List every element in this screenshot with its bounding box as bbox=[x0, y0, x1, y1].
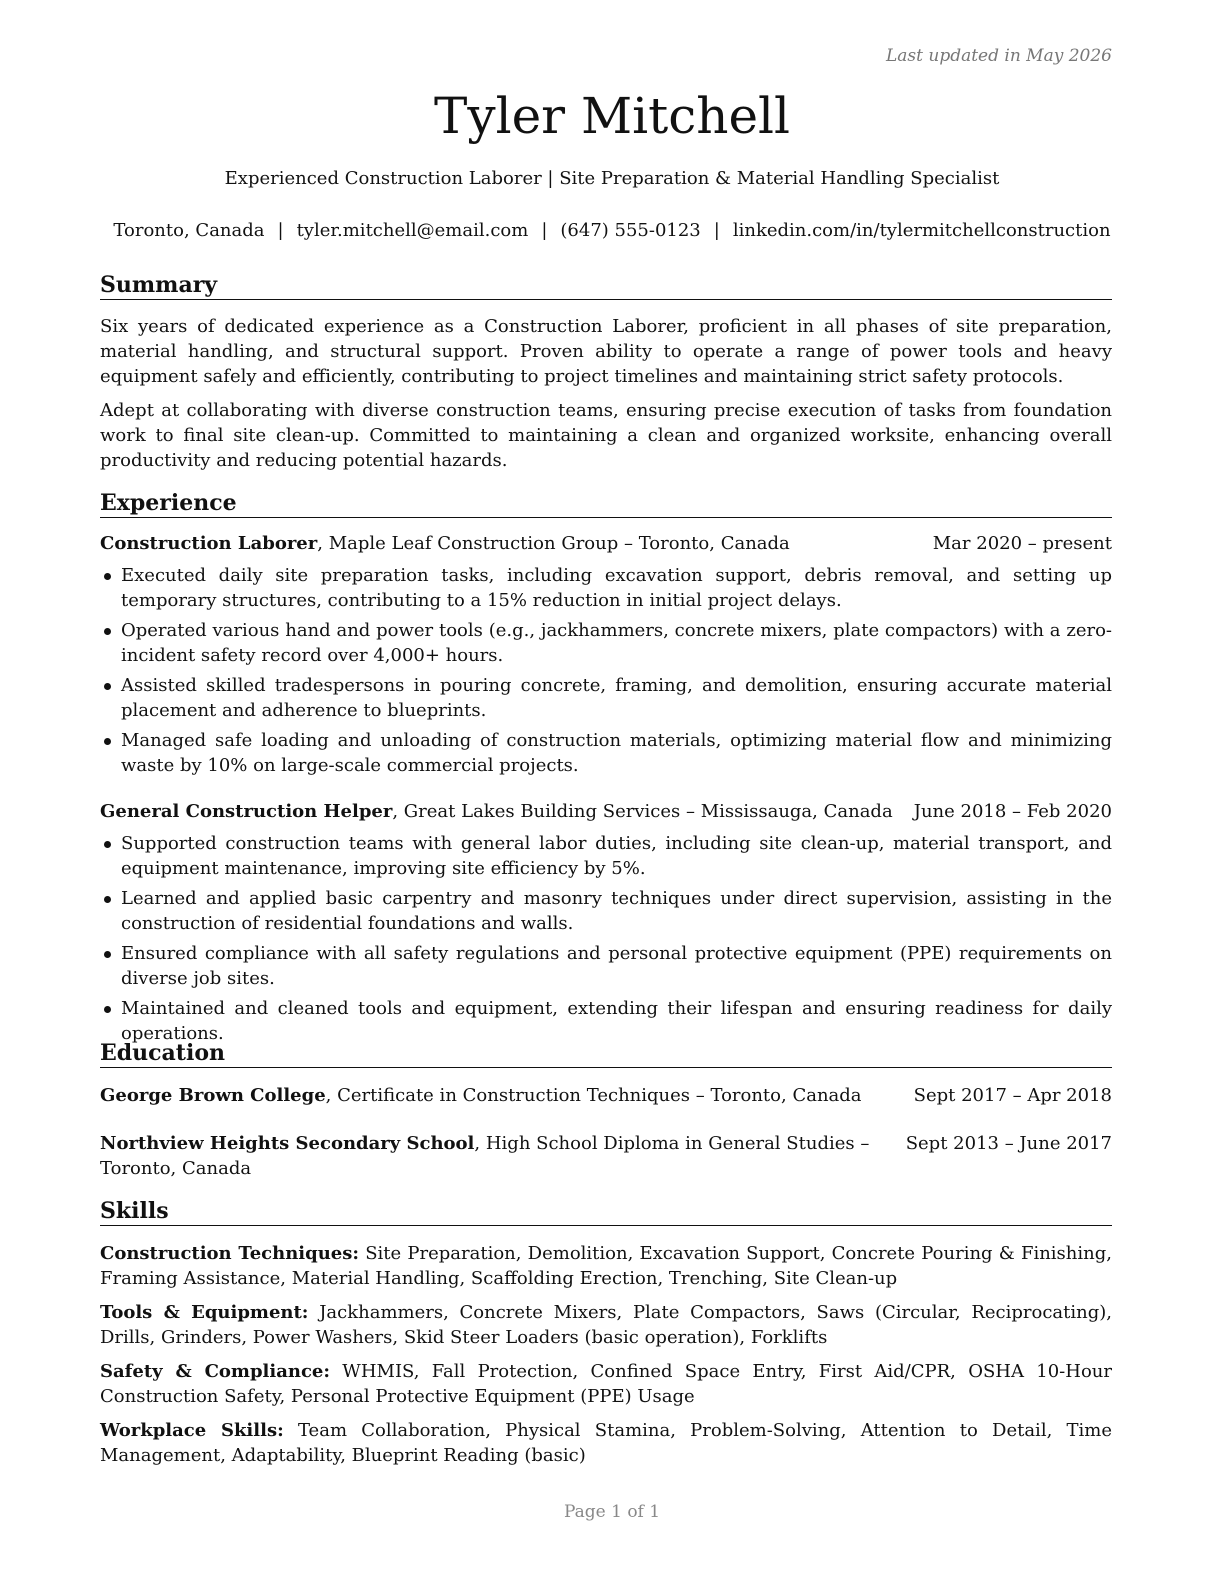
job-title: Construction Laborer bbox=[100, 533, 318, 554]
skill-text: WHMIS, Fall Protection, Confined Space Entry, First Aid/CPR, OSHA 10-Hour Construction Safety, Personal Protective Equipment (PPE) Usage bbox=[100, 1361, 1112, 1407]
bullet-item: Assisted skilled tradespersons in pouring concrete, framing, and demolition, ensuring accurate material placement and adherence to blueprints. bbox=[100, 673, 1112, 723]
job-bullets bbox=[100, 563, 1112, 783]
job-header bbox=[100, 533, 1112, 554]
section-title-summary: Summary bbox=[100, 272, 1112, 300]
bullet-item: Managed safe loading and unloading of construction materials, optimizing material flow and minimizing waste by 10% on large-scale commercial projects. bbox=[100, 728, 1112, 778]
skill-text: Jackhammers, Concrete Mixers, Plate Compactors, Saws (Circular, Reciprocating), Drills, Grinders, Power Washers, Skid Steer Loaders (basic operation), Forklifts bbox=[100, 1302, 1112, 1348]
job-dates: June 2018 – Feb 2020 bbox=[913, 801, 1112, 822]
bullet-item: Maintained and cleaned tools and equipment, extending their lifespan and ensuring readiness for daily operations. bbox=[100, 996, 1112, 1046]
bullet-item: Learned and applied basic carpentry and masonry techniques under direct supervision, assisting in the construction of residential foundations and walls. bbox=[100, 886, 1112, 936]
skill-group bbox=[100, 1359, 1112, 1409]
section-title-skills: Skills bbox=[100, 1198, 1112, 1226]
job-title: General Construction Helper bbox=[100, 801, 393, 822]
education-dates: Sept 2017 – Apr 2018 bbox=[913, 1085, 1112, 1106]
job-org: , Great Lakes Building Services – Mississauga, Canada bbox=[392, 801, 893, 822]
skill-label: Safety & Compliance: bbox=[100, 1361, 331, 1382]
education-heading bbox=[100, 1083, 890, 1108]
email-link[interactable]: tyler.mitchell@email.com bbox=[296, 220, 529, 241]
summary-paragraph: Adept at collaborating with diverse construction teams, ensuring precise execution of tasks from foundation work to final site clean-up. Committed to maintaining a clean and organized worksite, enhancing overall productivity and reducing potential hazards. bbox=[100, 400, 1112, 471]
last-updated: Last updated in May 2026 bbox=[885, 46, 1112, 66]
education-entry bbox=[100, 1131, 1112, 1181]
skill-group bbox=[100, 1300, 1112, 1350]
job-heading bbox=[100, 533, 790, 554]
job-dates: Mar 2020 – present bbox=[932, 533, 1112, 554]
skill-group bbox=[100, 1418, 1112, 1468]
skill-label: Workplace Skills: bbox=[100, 1420, 284, 1441]
skill-text: Team Collaboration, Physical Stamina, Problem-Solving, Attention to Detail, Time Management, Adaptability, Blueprint Reading (basic) bbox=[100, 1420, 1112, 1466]
separator: | bbox=[713, 220, 720, 241]
skill-group bbox=[100, 1241, 1112, 1291]
summary-paragraph: Six years of dedicated experience as a Construction Laborer, proficient in all phases of site preparation, material handling, and structural support. Proven ability to operate a range of power tools and heavy equipment safely and efficiently, contributing to project timelines and maintaining strict safety protocols. bbox=[100, 316, 1112, 387]
education-entry bbox=[100, 1083, 1112, 1108]
education-dates: Sept 2013 – June 2017 bbox=[905, 1133, 1112, 1154]
bullet-item: Supported construction teams with general labor duties, including site clean-up, material transport, and equipment maintenance, improving site efficiency by 5%. bbox=[100, 831, 1112, 881]
tagline: Experienced Construction Laborer | Site Preparation & Material Handling Specialist bbox=[224, 168, 1000, 189]
school-name: George Brown College bbox=[100, 1085, 326, 1106]
contact-line bbox=[0, 220, 1224, 241]
linkedin-link[interactable]: linkedin.com/in/tylermitchellconstruction bbox=[732, 220, 1111, 241]
education-detail: , Certificate in Construction Techniques – Toronto, Canada bbox=[325, 1085, 862, 1106]
location: Toronto, Canada bbox=[113, 220, 265, 241]
section-title-experience: Experience bbox=[100, 490, 1112, 518]
job-heading bbox=[100, 801, 893, 822]
job-bullets bbox=[100, 831, 1112, 1051]
section-title-education: Education bbox=[100, 1040, 1112, 1068]
job-org: , Maple Leaf Construction Group – Toronto, Canada bbox=[317, 533, 790, 554]
skill-label: Construction Techniques: bbox=[100, 1243, 360, 1264]
education-detail: , High School Diploma in General Studies – Toronto, Canada bbox=[100, 1133, 870, 1179]
bullet-item: Ensured compliance with all safety regulations and personal protective equipment (PPE) requirements on diverse job sites. bbox=[100, 941, 1112, 991]
candidate-name: Tyler Mitchell bbox=[433, 87, 791, 145]
skill-text: Site Preparation, Demolition, Excavation Support, Concrete Pouring & Finishing, Framing Assistance, Material Handling, Scaffolding Erection, Trenching, Site Clean-up bbox=[100, 1243, 1112, 1289]
bullet-item: Operated various hand and power tools (e.g., jackhammers, concrete mixers, plate compactors) with a zero-incident safety record over 4,000+ hours. bbox=[100, 618, 1112, 668]
bullet-item: Executed daily site preparation tasks, including excavation support, debris removal, and setting up temporary structures, contributing to a 15% reduction in initial project delays. bbox=[100, 563, 1112, 613]
page-number: Page 1 of 1 bbox=[563, 1502, 661, 1522]
separator: | bbox=[277, 220, 284, 241]
school-name: Northview Heights Secondary School bbox=[100, 1133, 475, 1154]
job-header bbox=[100, 801, 1112, 822]
phone[interactable]: (647) 555-0123 bbox=[560, 220, 701, 241]
separator: | bbox=[541, 220, 548, 241]
education-heading bbox=[100, 1131, 890, 1181]
skill-label: Tools & Equipment: bbox=[100, 1302, 309, 1323]
